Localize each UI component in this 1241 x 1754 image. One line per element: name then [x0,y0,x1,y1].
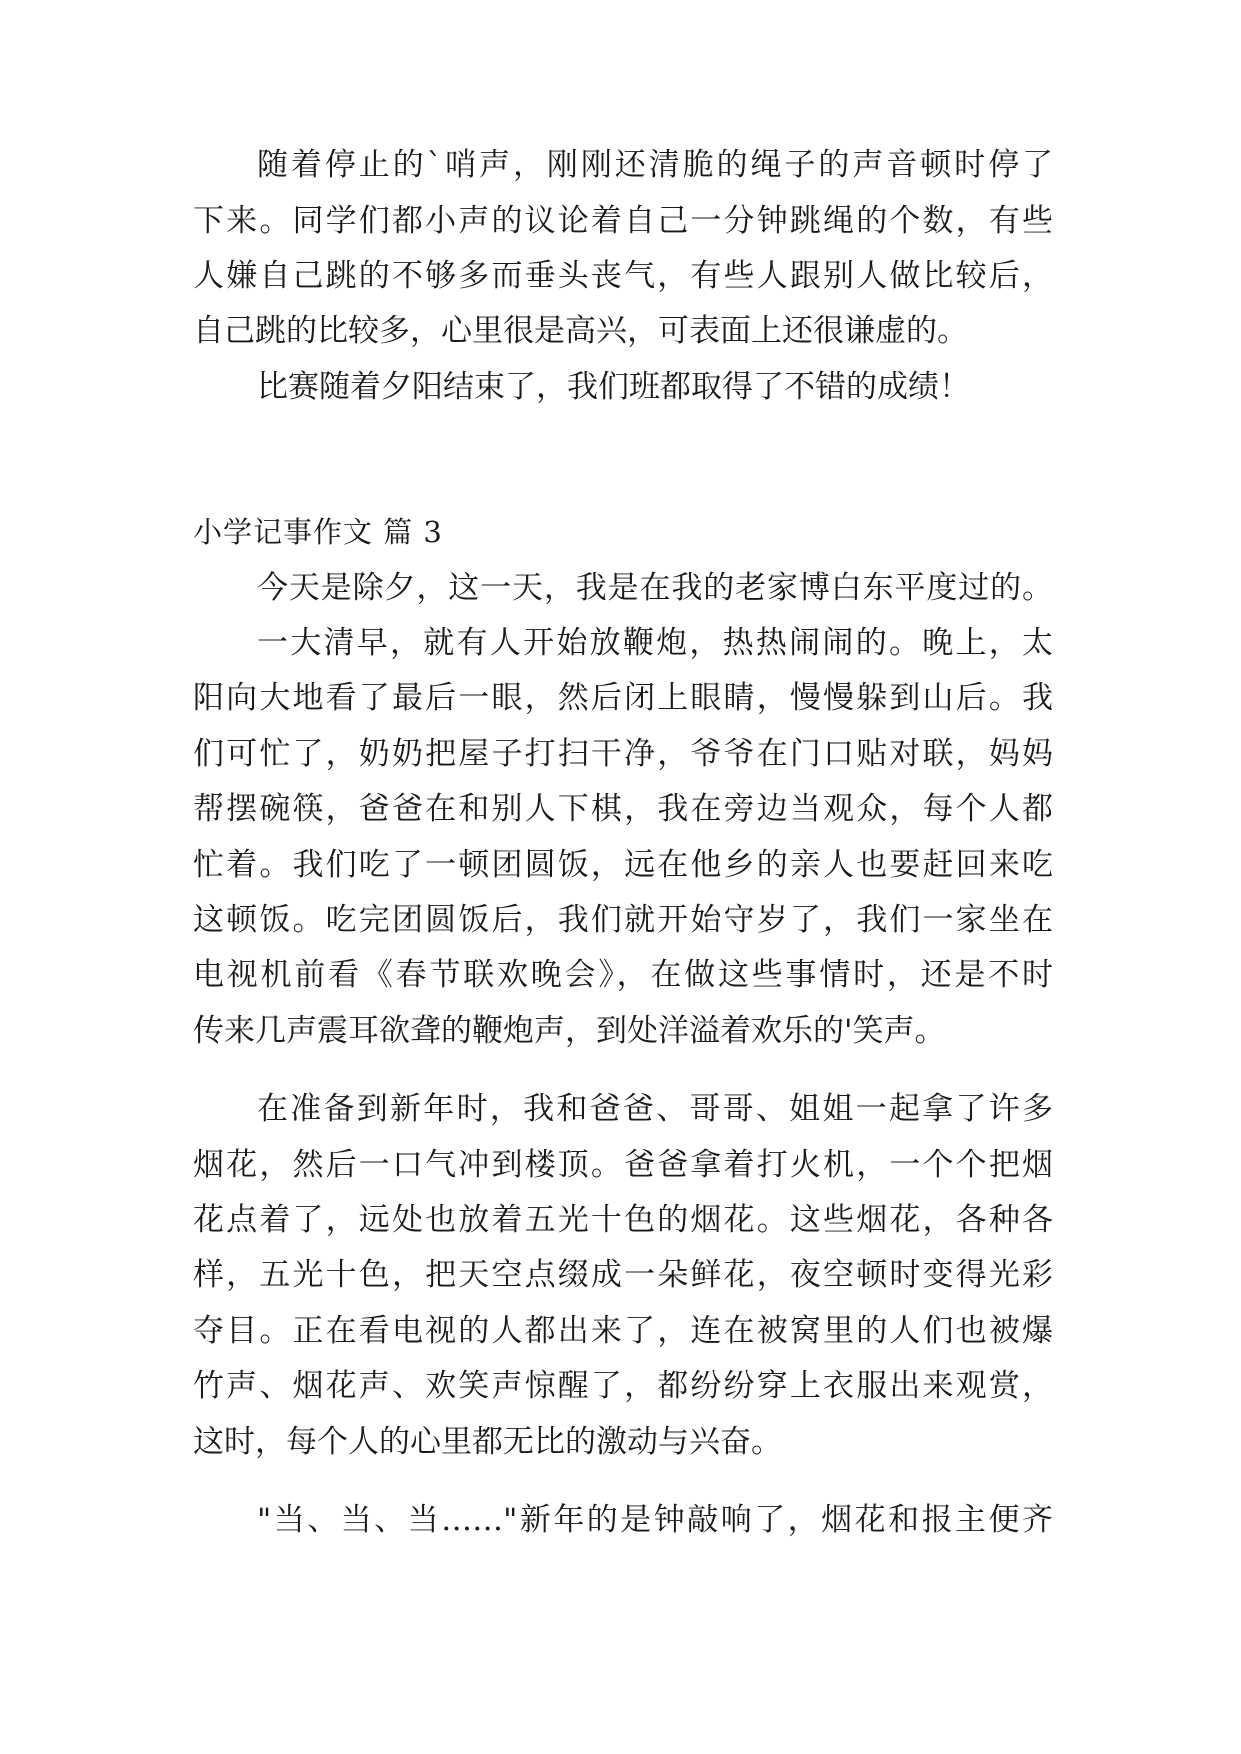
paragraph-line: 花点着了，远处也放着五光十色的烟花。这些烟花，各种各 [193,1202,1053,1238]
paragraph-line: 这顿饭。吃完团圆饭后，我们就开始守岁了，我们一家坐在 [193,902,1053,938]
paragraph-line: 们可忙了，奶奶把屋子打扫干净，爷爷在门口贴对联，妈妈 [193,736,1053,772]
paragraph-line: 这时，每个人的心里都无比的激动与兴奋。 [193,1424,782,1460]
paragraph-line: 自己跳的比较多，心里很是高兴，可表面上还很谦虚的。 [193,313,968,349]
paragraph-line: 随着停止的`哨声，刚刚还清脆的绳子的声音顿时停了 [257,147,1053,183]
paragraph-line: 电视机前看《春节联欢晚会》，在做这些事情时，还是不时 [193,957,1053,993]
paragraph-line: 传来几声震耳欲聋的鞭炮声，到处洋溢着欢乐的'笑声。 [193,1013,946,1049]
section-title: 小学记事作文 篇 3 [193,515,443,549]
paragraph-line: 下来。同学们都小声的议论着自己一分钟跳绳的个数，有些 [193,203,1053,239]
paragraph-line: 人嫌自己跳的不够多而垂头丧气，有些人跟别人做比较后， [193,258,1053,294]
paragraph-line: "当、当、当……"新年的是钟敲响了，烟花和报主便齐 [257,1502,1053,1538]
paragraph-line: 样，五光十色，把天空点缀成一朵鲜花，夜空顿时变得光彩 [193,1257,1053,1293]
paragraph-line: 一大清早，就有人开始放鞭炮，热热闹闹的。晚上，太 [257,625,1053,661]
paragraph-line: 比赛随着夕阳结束了，我们班都取得了不错的成绩！ [257,369,970,405]
paragraph-line: 阳向大地看了最后一眼，然后闭上眼睛，慢慢躲到山后。我 [193,680,1053,716]
paragraph-line: 在准备到新年时，我和爸爸、哥哥、姐姐一起拿了许多 [257,1091,1053,1127]
paragraph-line: 今天是除夕，这一天，我是在我的老家博白东平度过的。 [257,570,1053,606]
paragraph-line: 忙着。我们吃了一顿团圆饭，远在他乡的亲人也要赶回来吃 [193,847,1053,883]
paragraph-line: 竹声、烟花声、欢笑声惊醒了，都纷纷穿上衣服出来观赏， [193,1368,1053,1404]
paragraph-line: 夺目。正在看电视的人都出来了，连在被窝里的人们也被爆 [193,1313,1053,1349]
paragraph-line: 帮摆碗筷，爸爸在和别人下棋，我在旁边当观众，每个人都 [193,791,1053,827]
paragraph-line: 烟花，然后一口气冲到楼顶。爸爸拿着打火机，一个个把烟 [193,1147,1053,1183]
